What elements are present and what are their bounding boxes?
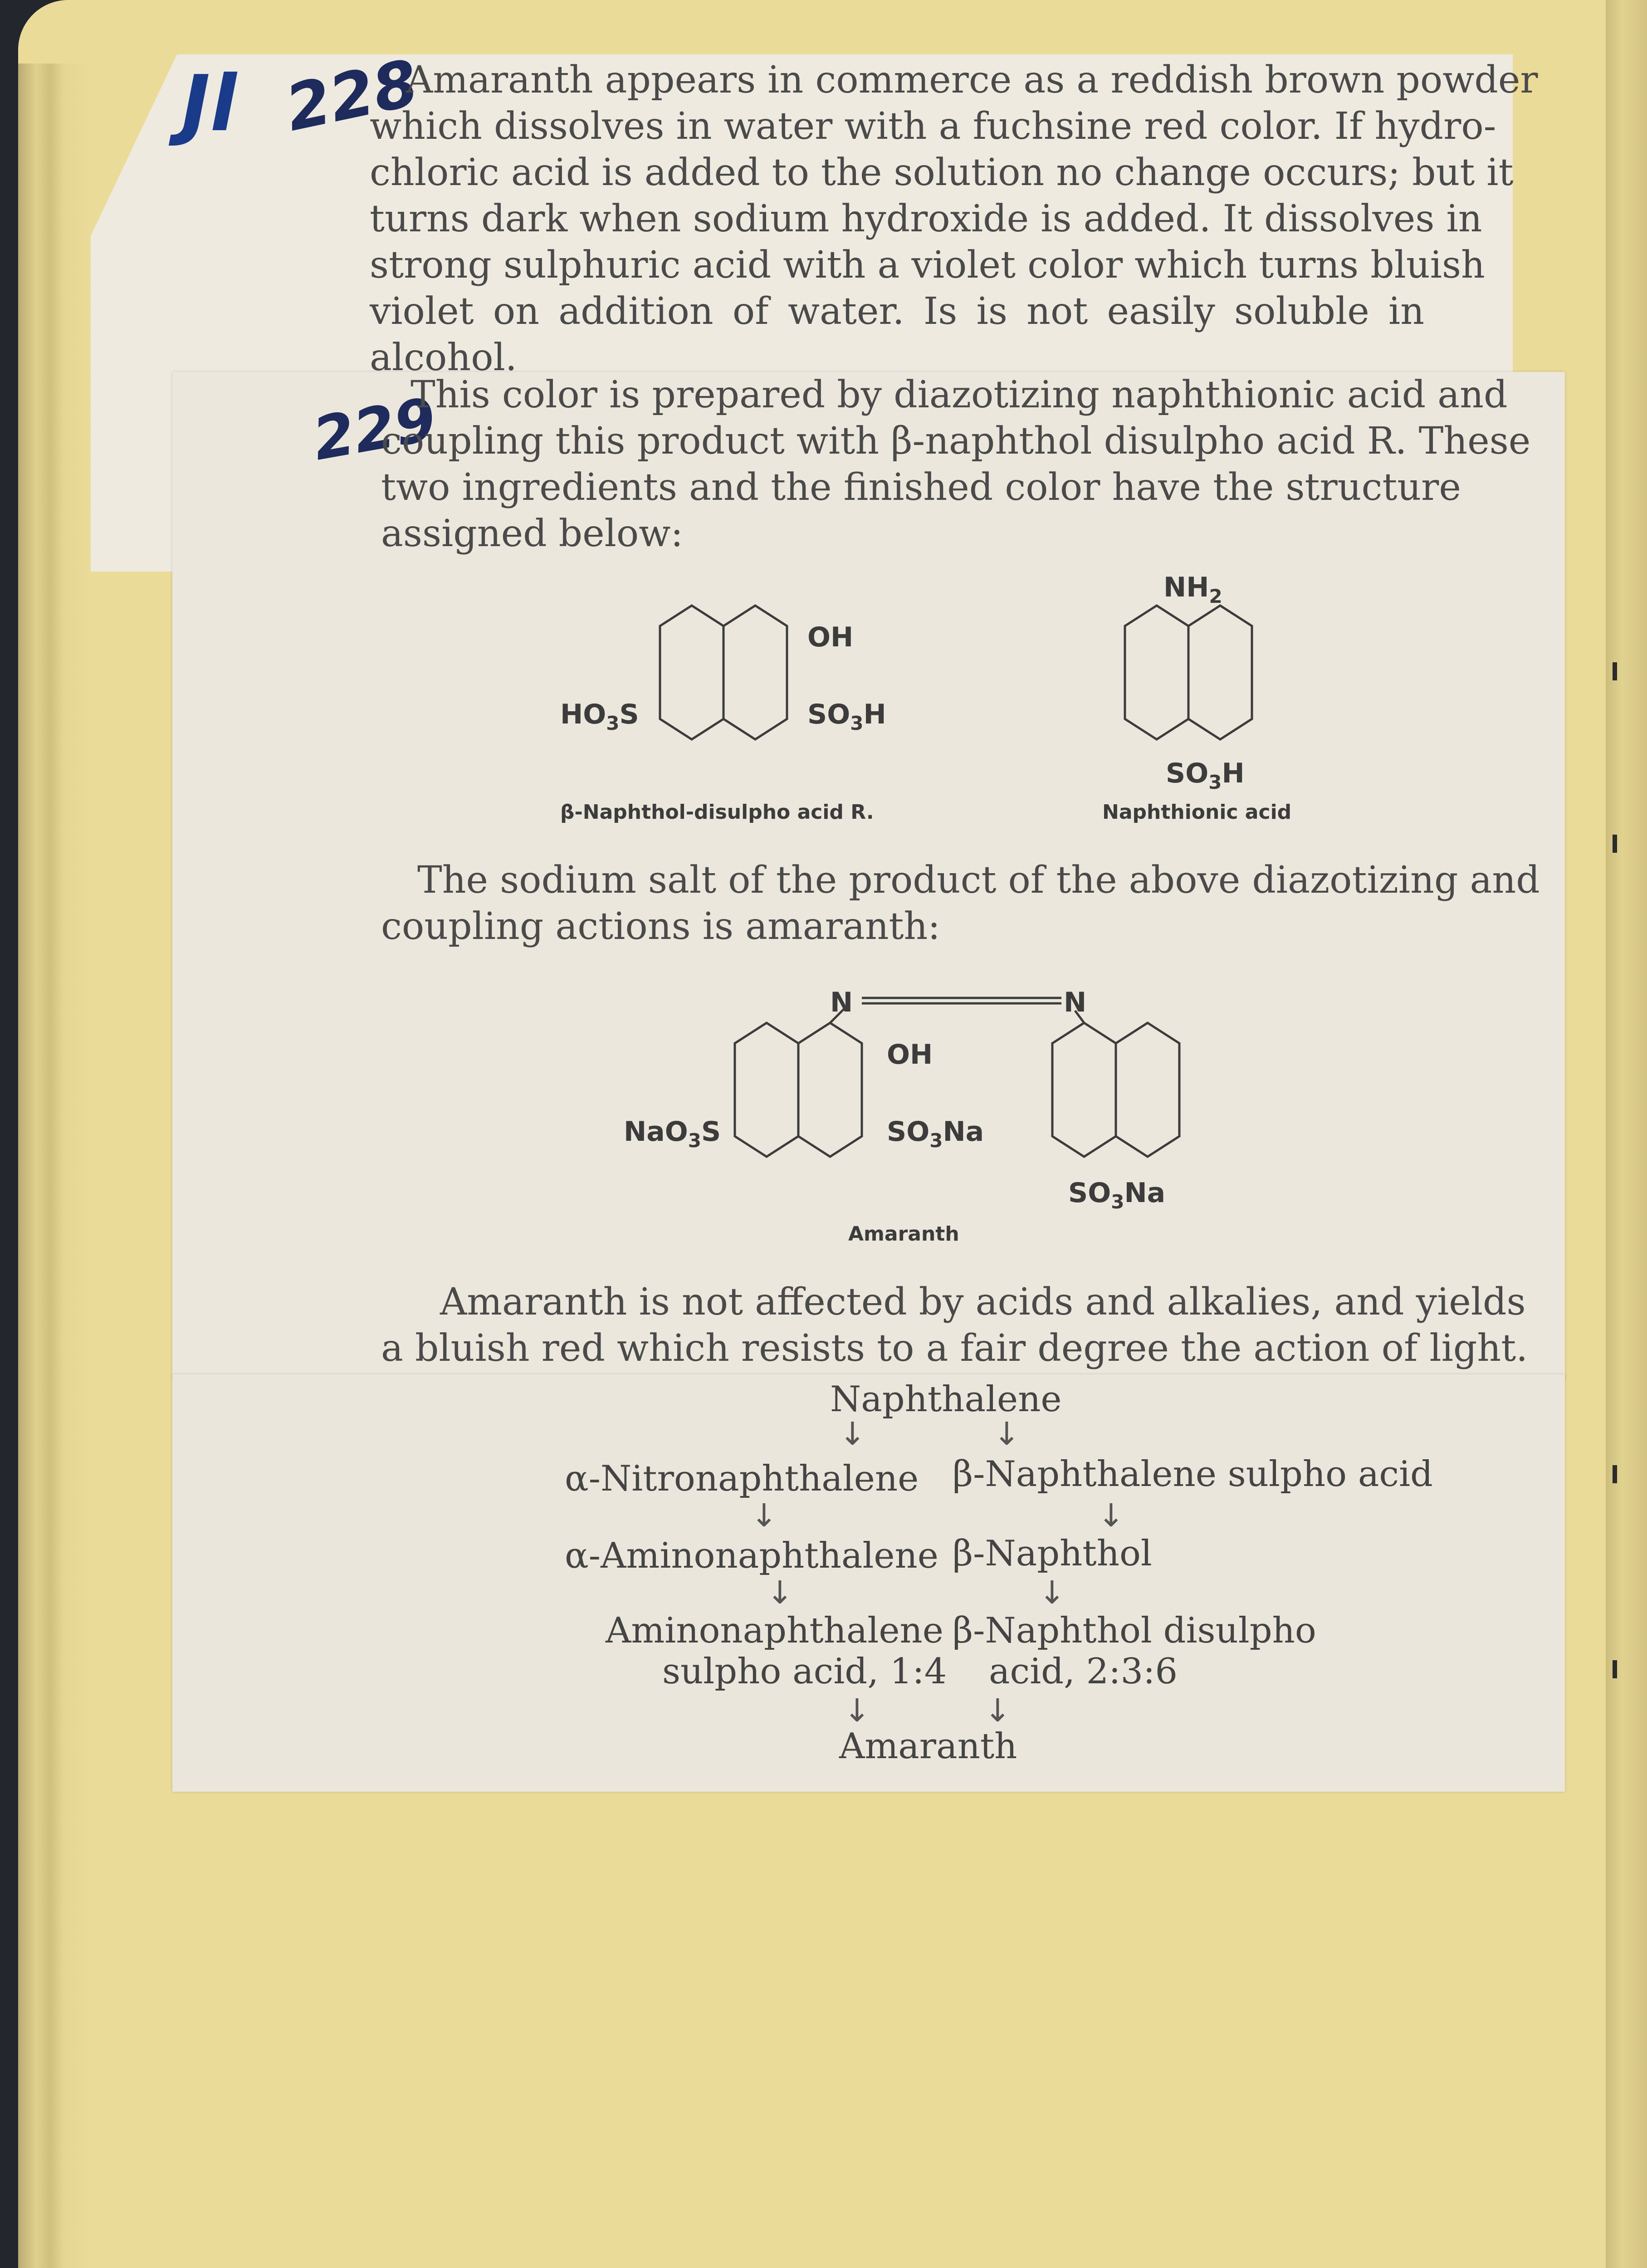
n-label-right: N [1064,987,1087,1018]
binding-mark [1613,1465,1617,1483]
naphthalene-structure-1 [660,606,1252,739]
text-line: Amaranth appears in commerce as a reddish brown powder [406,59,1538,102]
so3na-label-2: $SO_3Na$ [1068,1177,1166,1213]
flow-nitronaphthalene: α-Nitronaphthalene [565,1458,919,1499]
flow-naphthalene: Naphthalene [830,1379,1062,1420]
arrow-icon: ↓ [984,1692,1011,1729]
text-line: two ingredients and the finished color have the structure [381,466,1461,509]
oh-label: OH [807,621,854,653]
text-line: chloric acid is added to the solution no change occurs; but it [370,151,1514,194]
arrow-icon: ↓ [839,1415,866,1452]
arrow-icon: ↓ [767,1574,793,1611]
text-line: alcohol. [370,336,517,379]
arrow-icon: ↓ [844,1692,870,1729]
flow-naphthol-disulpho: β-Naphthol disulpho [953,1610,1316,1651]
binding-mark [1613,1660,1617,1678]
caption-naphthol-disulpho: β-Naphthol-disulpho acid R. [560,801,874,824]
flow-naphthol-disulpho-2: acid, 2:3:6 [989,1651,1178,1692]
handwritten-mark: Jl [181,59,237,149]
text-line: coupling this product with β-naphthol disulpho acid R. These [381,420,1531,463]
flow-amaranth: Amaranth [839,1726,1017,1767]
so3h-label: $SO_3H$ [807,699,886,734]
so3na-label: $SO_3Na$ [887,1116,984,1152]
text-line: This color is prepared by diazotizing naphthionic acid and [411,373,1508,416]
text-line: assigned below: [381,512,684,555]
text-line: The sodium salt of the product of the above diazotizing and [417,859,1540,902]
so3h-label-2: $SO_3H$ [1166,758,1245,793]
arrow-icon: ↓ [1039,1574,1065,1611]
oh-label-2: OH [887,1039,933,1070]
flow-naphthol: β-Naphthol [953,1533,1152,1574]
arrow-icon: ↓ [993,1415,1020,1452]
flow-aminonaphthalene-sulpho-2: sulpho acid, 1:4 [662,1651,947,1692]
n-label-left: N [830,987,853,1018]
text-line: turns dark when sodium hydroxide is added. It dissolves in [370,197,1482,240]
flow-aminonaphthalene: α-Aminonaphthalene [565,1535,938,1576]
text-line: which dissolves in water with a fuchsine red color. If hydro- [370,105,1496,148]
ho3s-label: $HO_3S$ [560,699,639,734]
handwritten-number-228: 228 [279,46,425,146]
text-line: violet on addition of water. Is is not easily soluble in [370,290,1424,333]
arrow-icon: ↓ [1098,1497,1124,1534]
caption-naphthionic: Naphthionic acid [1102,801,1292,824]
caption-amaranth: Amaranth [848,1222,959,1246]
handwritten-number-229: 229 [308,384,441,474]
text-line: strong sulphuric acid with a violet color which turns bluish [370,244,1485,287]
text-line: Amaranth is not affected by acids and alkalies, and yields [440,1281,1526,1324]
arrow-icon: ↓ [751,1497,777,1534]
text-line: coupling actions is amaranth: [381,905,940,948]
nh2-label: $NH_2$ [1163,572,1222,607]
nao3s-label: NaO$_3$S [624,1116,721,1152]
text-line: a bluish red which resists to a fair degree the action of light. [381,1327,1528,1370]
flow-aminonaphthalene-sulpho: Aminonaphthalene [606,1610,943,1651]
flow-naphthalene-sulpho: β-Naphthalene sulpho acid [953,1454,1433,1495]
